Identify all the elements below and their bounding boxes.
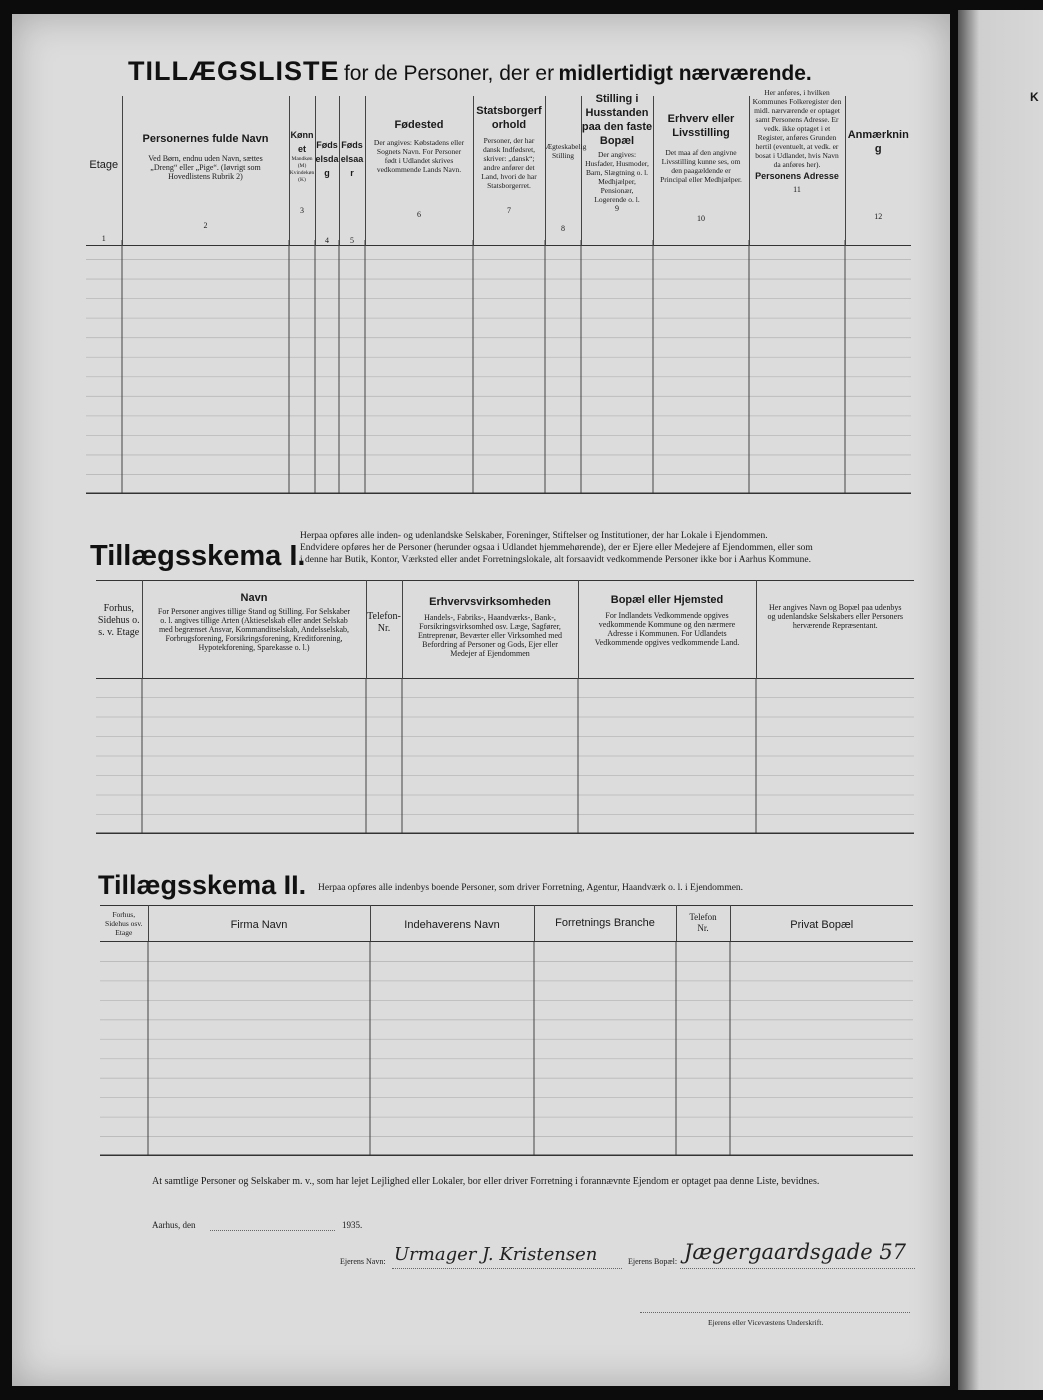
owner-address-handwritten: Jægergaardsgade 57: [684, 1240, 907, 1264]
year-label: 1935.: [342, 1220, 363, 1230]
skema2-header: [100, 906, 913, 942]
col-name: Personernes fulde Navn Ved Børn, endnu uden Navn, sættes „Dreng“ eller „Pige“. (Iøvrigt som Hovedlistens Rubrik 2) 2: [122, 96, 289, 246]
s1-col-representative: Her angives Navn og Bopæl paa udenbys og udenlandske Selskabers eller Personers herværende Repræsentant.: [756, 581, 914, 679]
facing-page-edge: [958, 10, 1043, 1390]
ruled-grid: [100, 942, 913, 1156]
col-etage: Etage 1: [86, 96, 122, 246]
col-remark: Anmærkning 12: [845, 96, 911, 246]
s2-col-branch: Forretnings Branche: [534, 906, 676, 942]
skema1-title: Tillægsskema I.: [90, 540, 306, 572]
owner-name-handwritten: Urmager J. Kristensen: [394, 1244, 598, 1265]
col-birthyear: Fødselsaar 5: [339, 96, 365, 246]
main-list-table: [86, 88, 911, 246]
s1-col-residence: Bopæl eller Hjemsted For Indlandets Vedkommende opgives vedkommende Kommune og den nærmere Adresse i Kommunen. For Udlandets Vedkommende opgives vedkommende Land.: [578, 581, 756, 679]
title-bold: midlertidigt nærværende.: [558, 62, 812, 85]
s1-col-business: Erhvervsvirksomheden Handels-, Fabriks-, Haandværks-, Bank-, Forsikringsvirksomhed osv. Læge, Sagfører, Entreprenør, Beværter eller Virksomhed med Befordring af Personer og Gods, Ejer eller Medejer af Ejendommen: [402, 581, 578, 679]
owner-address-line: [680, 1268, 915, 1269]
s2-col-firm: Firma Navn: [148, 906, 370, 942]
col-gender: Kønnet Mandkøn (M) Kvindekøn (K) 3: [289, 96, 315, 246]
col-address: Her anføres, i hvilken Kommunes Folkeregister den midl. nærværende er optaget samt Personens Adresse. Er vedk. ikke optaget i et Register, anføres Grunden hertil (eventuelt, at vedk. er bosat i Udlandet, hvis Navn da anføres her). Personens Adresse 11: [749, 96, 845, 246]
col-household: Stilling i Husstanden paa den faste Bopæl Der angives: Husfader, Husmoder, Barn, Slægtning o. l. Medhjælper, Pensionær, Logerende o. l. 9: [581, 96, 653, 246]
s2-col-owner: Indehaverens Navn: [370, 906, 534, 942]
skema1-header: [96, 581, 914, 679]
page-title: [128, 56, 812, 87]
skema2-rows: [100, 942, 913, 1156]
s2-col-address: Privat Bopæl: [730, 906, 913, 942]
col-citizenship: Statsborgerforhold Personer, der har dansk Indfødsret, skriver: „dansk“; andre anfører det Land, hvori de har Statsborgerret. 7: [473, 96, 545, 246]
owner-name-line: [392, 1268, 622, 1269]
col-marital: Ægteskabelig Stilling 8: [545, 96, 581, 246]
col-birthplace: Fødested Der angives: Købstadens eller Sognets Navn. For Personer født i Udlandet skrives vedkommende Lands Navn. 6: [365, 96, 473, 246]
main-list-rows: [86, 240, 911, 494]
attestation-text: At samtlige Personer og Selskaber m. v., som har lejet Lejlighed eller Lokaler, bor eller driver Forretning i forannævnte Ejendom er optaget paa denne Liste, bevidnes.: [152, 1176, 820, 1187]
s2-col-etage: Forhus, Sidehus osv. Etage: [100, 906, 148, 942]
s1-col-name: Navn For Personer angives tillige Stand og Stilling. For Selskaber o. l. angives tillige Arten (Aktieselskab eller andet Selskab med begrænset Ansvar, Kommanditselskab, Andelsselskab, Forbrugsforening, Forsikringsforening, Kreditforening, Hypotekforening, Sparekasse o. l.): [142, 581, 366, 679]
main-list-header: [86, 96, 911, 246]
col-birthday: Fødselsdag 4: [315, 96, 339, 246]
date-line: [210, 1230, 335, 1231]
skema2-title: Tillægsskema II.: [98, 870, 307, 900]
skema1-table: [96, 580, 914, 679]
skema1-rows: [96, 678, 914, 834]
col-occupation: Erhverv eller Livsstilling Det maa af den angivne Livsstilling kunne ses, om den paagældende er Principal eller Medhjælper. 10: [653, 96, 749, 246]
signature-label: Ejerens eller Vicevæstens Underskrift.: [708, 1318, 824, 1327]
s1-col-phone: Telefon-Nr.: [366, 581, 402, 679]
owner-name-label: Ejerens Navn:: [340, 1257, 386, 1266]
owner-address-label: Ejerens Bopæl:: [628, 1257, 678, 1266]
title-caps: TILLÆGSLISTE: [128, 56, 340, 86]
s1-col-etage: Forhus, Sidehus o. s. v. Etage: [96, 581, 142, 679]
s2-col-phone: Telefon Nr.: [676, 906, 730, 942]
skema2-description: Herpaa opføres alle indenbys boende Personer, som driver Forretning, Agentur, Haandværk o. l. i Ejendommen.: [318, 883, 744, 893]
facing-page-letter: K: [1030, 90, 1039, 104]
skema1-description: Herpaa opføres alle inden- og udenlandske Selskaber, Foreninger, Stiftelser og Institutioner, der har Lokale i Ejendommen. Endvidere opføres her de Personer (herunder ogsaa i Udlandet hjemmehørende), der er Ejere eller Medejere af Ejendommen, eller som i denne har Butik, Kontor, Værksted eller andet Forretningslokale, alt forsaavidt vedkommende Personer ikke bor i Aarhus Kommune.: [300, 531, 813, 565]
city-date-label: Aarhus, den: [152, 1220, 196, 1230]
skema2-table: [100, 905, 913, 942]
ruled-grid: [96, 678, 914, 834]
ruled-grid: [86, 240, 911, 494]
title-pre: for de Personer, der er: [343, 62, 555, 85]
signature-line: [640, 1312, 910, 1313]
